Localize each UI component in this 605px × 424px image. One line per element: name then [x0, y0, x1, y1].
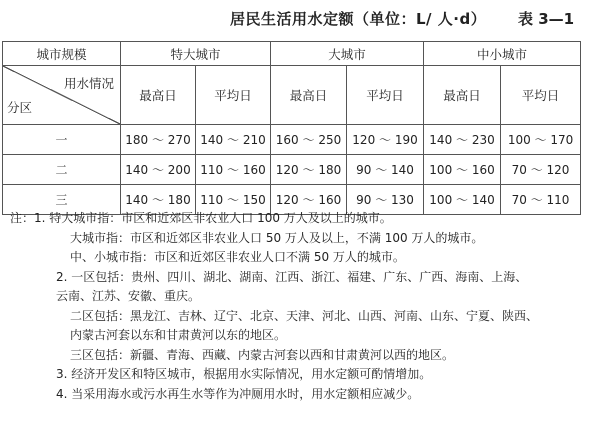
sub-header: 平均日 — [347, 66, 424, 125]
diagonal-header-cell — [3, 66, 121, 125]
note-line: 内蒙古河套以东和甘肃黄河以东的地区。 — [70, 328, 287, 342]
value-cell: 90 ～ 130 — [347, 185, 424, 215]
note-line: 中、小城市指：市区和近郊区非农业人口不满 50 万人的城市。 — [70, 250, 405, 264]
note-line: 3. 经济开发区和特区城市，根据用水实际情况，用水定额可酌情增加。 — [56, 367, 432, 381]
note-line: 注：1. 特大城市指：市区和近郊区非农业人口 100 万人及以上的城市。 — [10, 211, 392, 225]
value-cell: 110 ～ 160 — [196, 155, 271, 185]
note-line: 云南、江苏、安徽、重庆。 — [56, 289, 201, 303]
zone-cell: 二 — [3, 155, 121, 185]
value-cell: 100 ～ 160 — [424, 155, 501, 185]
city-group-header: 特大城市 — [121, 42, 271, 66]
value-cell: 180 ～ 270 — [121, 125, 196, 155]
value-cell: 140 ～ 210 — [196, 125, 271, 155]
water-quota-table — [2, 41, 581, 215]
value-cell: 100 ～ 170 — [501, 125, 581, 155]
header-row-city — [3, 42, 581, 66]
note-line: 二区包括：黑龙江、吉林、辽宁、北京、天津、河北、山西、河南、山东、宁夏、陕西、 — [70, 308, 539, 323]
value-cell: 140 ～ 200 — [121, 155, 196, 185]
water-use-label: 用水情况 — [63, 76, 114, 91]
value-cell: 140 ～ 180 — [121, 185, 196, 215]
value-cell: 90 ～ 140 — [347, 155, 424, 185]
sub-header: 最高日 — [424, 66, 501, 125]
value-cell: 70 ～ 120 — [501, 155, 581, 185]
zone-cell: 一 — [3, 125, 121, 155]
value-cell: 70 ～ 110 — [501, 185, 581, 215]
value-cell: 100 ～ 140 — [424, 185, 501, 215]
city-group-header: 中小城市 — [424, 42, 581, 66]
header-row-usage — [3, 66, 581, 125]
sub-header: 平均日 — [501, 66, 581, 125]
value-cell: 110 ～ 150 — [196, 185, 271, 215]
table-row — [3, 125, 581, 155]
table-number: 表 3—1 — [518, 10, 575, 28]
sub-header: 平均日 — [196, 66, 271, 125]
table-header — [0, 0, 605, 40]
city-group-header: 大城市 — [271, 42, 424, 66]
zone-label: 分区 — [7, 100, 33, 115]
note-line: 2. 一区包括：贵州、四川、湖北、湖南、江西、浙江、福建、广东、广西、海南、上海、 — [56, 269, 528, 284]
note-line: 大城市指：市区和近郊区非农业人口 50 万人及以上，不满 100 万人的城市。 — [70, 230, 484, 245]
table-row — [3, 155, 581, 185]
sub-header: 最高日 — [121, 66, 196, 125]
value-cell: 140 ～ 230 — [424, 125, 501, 155]
value-cell: 160 ～ 250 — [271, 125, 347, 155]
table-title: 居民生活用水定额（单位：L/ 人·d） — [230, 10, 487, 28]
value-cell: 120 ～ 160 — [271, 185, 347, 215]
sub-header: 最高日 — [271, 66, 347, 125]
zone-cell: 三 — [3, 185, 121, 215]
city-scale-header: 城市规模 — [3, 42, 121, 66]
value-cell: 120 ～ 190 — [347, 125, 424, 155]
note-line: 三区包括：新疆、青海、西藏、内蒙古河套以西和甘肃黄河以西的地区。 — [70, 347, 455, 362]
value-cell: 120 ～ 180 — [271, 155, 347, 185]
note-line: 4. 当采用海水或污水再生水等作为冲厕用水时，用水定额相应减少。 — [56, 386, 420, 401]
